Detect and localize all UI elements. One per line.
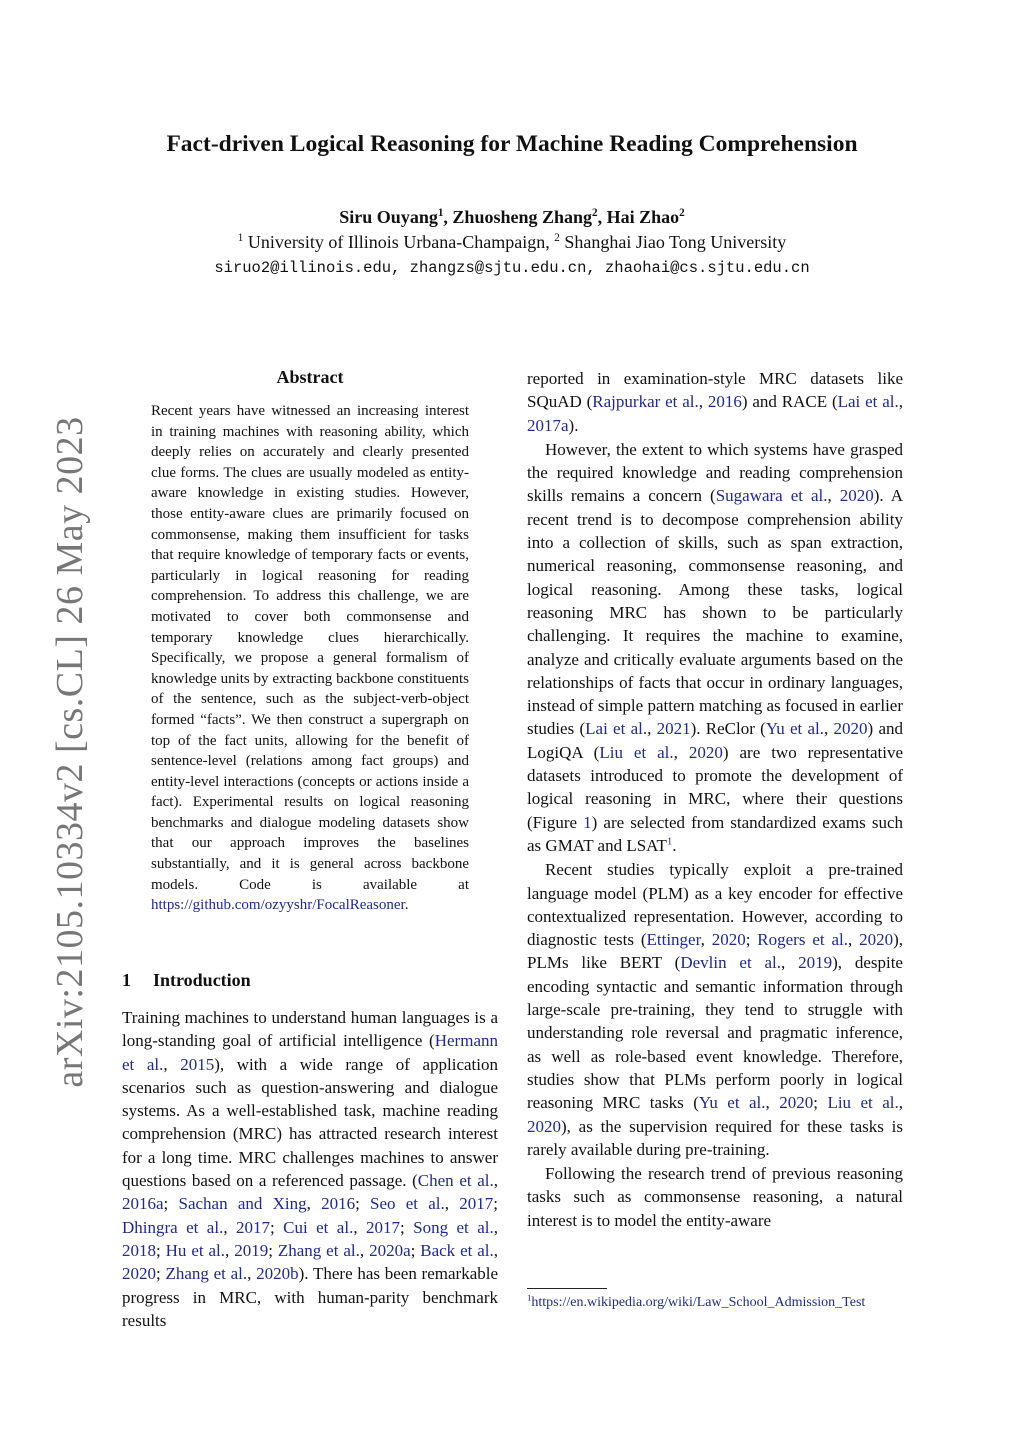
author-name: Siru Ouyang (339, 207, 438, 227)
citation-link[interactable]: Seo et al. (370, 1194, 445, 1214)
affil-marker: 1 (237, 232, 244, 244)
citation-link[interactable]: Rogers et al. (757, 930, 848, 950)
text-run: ). A recent trend is to decompose comprehension ability into a collection of skills, such as span extraction, numerical reasoning, commonsense reasoning, and logical reasoning. Among these tasks, logical reasoning MRC has shown to be particularly challenging. It requires the machine to examine, analyze and critically evaluate arguments based on the relationships of facts that occur in ordinary languages, instead of simple pattern matching as focused in earlier studies ( (527, 486, 904, 739)
citation-link[interactable]: Sugawara et al. (715, 486, 828, 506)
citation-link[interactable]: 2020 (711, 930, 746, 950)
citation-link[interactable]: 2020 (833, 719, 868, 739)
footnote-ref[interactable]: 1 (666, 836, 673, 848)
text-run: ; (270, 1217, 284, 1237)
text-run: , (306, 1194, 322, 1214)
text-run: , (247, 1264, 257, 1284)
intro-paragraph (527, 438, 903, 857)
text-run: reported in examination-style MRC datasets like SQuAD ( (527, 369, 903, 412)
text-run: , (698, 392, 708, 412)
citation-link[interactable]: Chen et al. (417, 1171, 494, 1191)
text-run: Following the research trend of previous reasoning tasks such as commonsense reasoning, a natural interest is to model the entity-aware (527, 1164, 903, 1230)
text-run: ). There has been remarkable progress in MRC, with human-parity benchmark results (122, 1264, 499, 1330)
citation-link[interactable]: 2016a (122, 1194, 164, 1214)
text-run: ), PLMs like BERT ( (527, 930, 904, 973)
citation-link[interactable]: 2017 (236, 1217, 270, 1237)
citation-link[interactable]: Zhang et al. (165, 1264, 248, 1284)
citation-link[interactable]: 2019 (798, 953, 833, 973)
abstract-end: . (404, 897, 409, 914)
intro-paragraph (527, 858, 903, 1161)
citation-link[interactable]: 2020 (688, 742, 723, 762)
text-run: , (225, 1240, 235, 1260)
text-run: ) and LogiQA ( (527, 719, 903, 762)
text-run: ) are two representative datasets introduced to promote the development of logical reasoning in MRC, where their questions (Figure (527, 742, 903, 832)
text-run: , (765, 1093, 780, 1113)
text-run: ). (568, 415, 579, 435)
citation-link[interactable]: 2020b (256, 1264, 299, 1284)
text-run: , (647, 719, 657, 739)
intro-paragraph (122, 1006, 498, 1332)
author-affil-marker: 2 (679, 207, 685, 219)
citation-link[interactable]: 2020 (779, 1093, 814, 1113)
text-run: Training machines to understand human languages is a long-standing goal of artificial intelligence ( (122, 1008, 498, 1051)
text-run: ), as the supervision required for these tasks is rarely available during pre-training. (527, 1116, 903, 1159)
text-run: , (700, 930, 712, 950)
text-run: ; (355, 1194, 371, 1214)
intro-paragraph (527, 1162, 903, 1232)
citation-link[interactable]: 2017 (459, 1194, 494, 1214)
section-number: 1 (122, 970, 131, 990)
affiliation: University of Illinois Urbana-Champaign, (243, 232, 555, 252)
intro-paragraph (527, 367, 903, 437)
abstract-heading: Abstract (276, 367, 344, 387)
citation-link[interactable]: Hermann et al. (122, 1031, 498, 1074)
author-separator: , (443, 207, 453, 227)
abstract-body (151, 401, 469, 916)
abstract-text: Recent years have witnessed an increasing interest in training machines with reasoning ability, which deeply relies on accurately and clearly presented clue forms. The clues are usually modeled as entity-aware knowledge in existing studies. However, those entity-aware clues are primarily focused on commonsense, making them insufficient for tasks that require knowledge of temporary facts or events, particularly in logical reasoning for reading comprehension. To address this challenge, we are motivated to cover both commonsense and temporary knowledge clues hierarchically. Specifically, we propose a general formalism of knowledge units by extracting backbone constituents of the sentence, such as the subject-verb-object formed “facts”. We then construct a supergraph on top of the fact units, allowing for the benefit of sentence-level (relations among fact groups) and entity-level interactions (concepts or actions inside a fact). Experimental results on logical reasoning benchmarks and dialogue modeling datasets show that our approach improves the baselines substantially, and it is general across backbone models. Code is available at (151, 403, 469, 893)
author-affil-marker: 2 (592, 207, 598, 219)
text-run: ) and RACE ( (741, 392, 838, 412)
text-run: , (493, 1240, 499, 1260)
citation-link[interactable]: 2016 (321, 1194, 356, 1214)
citation-link[interactable]: 1 (583, 812, 592, 832)
paper-title: Fact-driven Logical Reasoning for Machine Reading Comprehension (166, 131, 858, 157)
citation-link[interactable]: Zhang et al. (277, 1240, 360, 1260)
text-run: , (827, 486, 840, 506)
text-run: , (824, 719, 834, 739)
author-name: Hai Zhao (606, 207, 680, 227)
citation-link[interactable]: 2019 (234, 1240, 269, 1260)
affiliation: Shanghai Jiao Tong University (559, 232, 787, 252)
text-run: ; (813, 1093, 828, 1113)
text-run: , (493, 1171, 498, 1191)
citation-link[interactable]: Yu et al. (698, 1093, 766, 1113)
text-run: ; (493, 1194, 498, 1214)
author-list (0, 207, 1024, 228)
text-run: ), with a wide range of application scenarios such as question-answering and dialogue systems. As a well-established task, machine reading comprehension (MRC) has attracted research interest for a long time. MRC challenges machines to answer questions based on a referenced passage. ( (122, 1054, 499, 1191)
citation-link[interactable]: 2020 (839, 486, 874, 506)
author-emails: siruo2@illinois.edu, zhangzs@sjtu.edu.cn, zhaohai@cs.sjtu.edu.cn (214, 259, 810, 277)
citation-link[interactable]: Yu et al. (765, 719, 825, 739)
text-run: , (898, 1093, 903, 1113)
citation-link[interactable]: Ettinger (646, 930, 701, 950)
citation-link[interactable]: 2017 (366, 1217, 400, 1237)
citation-link[interactable]: Liu et al. (827, 1093, 899, 1113)
citation-link[interactable]: Lai et al. (585, 719, 648, 739)
citation-link[interactable]: 2020 (122, 1264, 156, 1284)
citation-link[interactable]: Rajpurkar et al. (592, 392, 699, 412)
code-link[interactable]: https://github.com/ozyyshr/FocalReasoner (151, 897, 405, 914)
affil-marker: 2 (554, 232, 560, 244)
citation-link[interactable]: 2021 (656, 719, 691, 739)
citation-link[interactable]: 2017a (527, 415, 569, 435)
citation-link[interactable]: Hu et al. (165, 1240, 226, 1260)
citation-link[interactable]: 2020a (369, 1240, 411, 1260)
section-heading (122, 970, 498, 991)
text-run: ; (156, 1264, 166, 1284)
text-run: , (444, 1194, 460, 1214)
citation-link[interactable]: Back et al. (420, 1240, 494, 1260)
text-run: . (672, 835, 677, 855)
text-run: ; (156, 1240, 166, 1260)
citation-link[interactable]: Liu et al. (599, 742, 674, 762)
text-run: , (163, 1054, 181, 1074)
author-separator: , (597, 207, 607, 227)
text-run: Recent studies typically exploit a pre-trained language model (PLM) as a key encoder for effective contextualized representation. However, according to diagnostic tests ( (527, 860, 903, 950)
footnote-divider (527, 1288, 607, 1289)
affiliations (0, 232, 1024, 253)
text-run: , (898, 392, 904, 412)
citation-link[interactable]: Dhingra et al. (122, 1217, 224, 1237)
text-run: ; (163, 1194, 179, 1214)
section-title: Introduction (153, 970, 251, 990)
text-run: , (673, 742, 689, 762)
text-run: , (781, 953, 799, 973)
text-run: However, the extent to which systems have grasped the required knowledge and reading comprehension skills remains a concern ( (527, 439, 903, 506)
citation-link[interactable]: 2020 (527, 1116, 561, 1136)
text-run: ; (745, 930, 758, 950)
text-run: ; (400, 1217, 414, 1237)
right-column (527, 367, 903, 1232)
text-run: , (493, 1217, 498, 1237)
text-run: ), despite encoding syntactic and semantic information through large-scale pre-training, they tend to struggle with understanding role reversal and pragmatic inference, as well as role-based event knowledge. Therefore, studies show that PLMs perform poorly in logical reasoning MRC tasks ( (527, 953, 903, 1113)
text-run: , (353, 1217, 366, 1237)
citation-link[interactable]: Sachan and Xing (178, 1194, 307, 1214)
author-name: Zhuosheng Zhang (452, 207, 592, 227)
footnote-link[interactable]: https://en.wikipedia.org/wiki/Law_School_Admission_Test (531, 1295, 866, 1310)
footnote-marker: 1 (527, 1292, 532, 1303)
citation-link[interactable]: 2020 (859, 930, 894, 950)
text-run: ; (410, 1240, 421, 1260)
arxiv-stamp: arXiv:2105.10334v2 [cs.CL] 26 May 2023 (49, 416, 91, 1088)
citation-link[interactable]: 2015 (180, 1054, 215, 1074)
text-run: , (359, 1240, 370, 1260)
text-run: , (223, 1217, 236, 1237)
text-run: ) are selected from standardized exams such as GMAT and LSAT (527, 812, 903, 855)
author-affil-marker: 1 (437, 207, 444, 219)
citation-link[interactable]: 2016 (707, 392, 742, 412)
citation-link[interactable]: 2018 (122, 1240, 156, 1260)
citation-link[interactable]: Devlin et al. (680, 953, 782, 973)
citation-link[interactable]: Lai et al. (837, 392, 899, 412)
text-run: ; (268, 1240, 278, 1260)
citation-link[interactable]: Song et al. (413, 1217, 494, 1237)
text-run: ). ReClor ( (690, 719, 766, 739)
citation-link[interactable]: Cui et al. (283, 1217, 354, 1237)
text-run: , (847, 930, 860, 950)
footnote (527, 1294, 903, 1312)
